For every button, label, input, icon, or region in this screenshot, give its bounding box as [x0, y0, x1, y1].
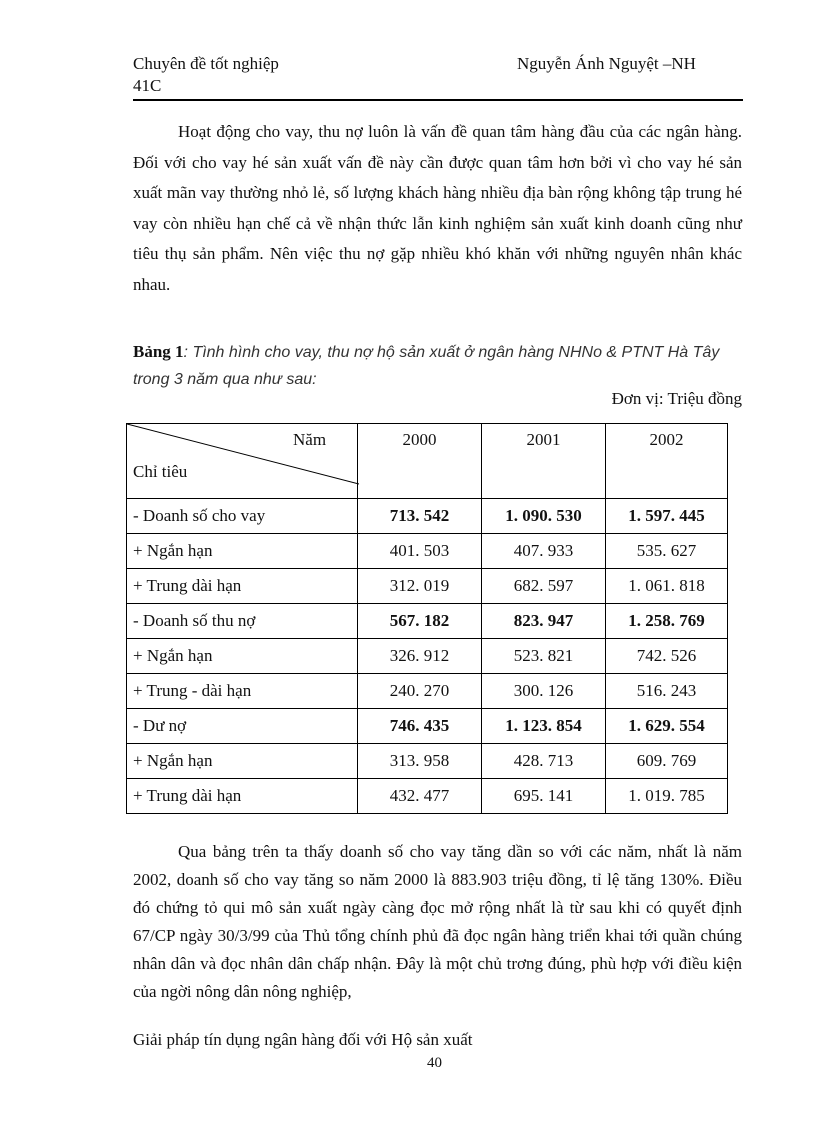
caption-text: : Tình hình cho vay, thu nợ hộ sản xuất ở ngân hàng NHNo & PTNT Hà Tây trong 3 năm qua như sau:	[133, 344, 720, 388]
row-value: 1. 258. 769	[605, 604, 727, 639]
corner-year-label: Năm	[293, 430, 327, 449]
paragraph-intro: Hoạt động cho vay, thu nợ luôn là vấn đề quan tâm hàng đầu của các ngân hàng. Đối với cho vay hé sản xuất vấn đề này cần được quan tâm hơn bởi vì cho vay hé sản xuất mãn vay thường nhỏ lẻ, số lượng khách hàng nhiều địa bàn rộng không tập trung hé vay còn nhiều hạn chế cả về nhận thức lẫn kinh nghiệm sản xuất kinh doanh cũng như tiêu thụ sản phẩm. Nên việc thu nợ gặp nhiều khó khăn với những nguyên nhân khác nhau.	[133, 122, 742, 294]
table-row	[127, 779, 728, 814]
corner-criteria-label: Chỉ tiêu	[133, 462, 188, 481]
header-author: Nguyễn Ánh Nguyệt –NH	[517, 54, 696, 73]
row-value: 682. 597	[481, 569, 605, 604]
row-value: 407. 933	[481, 534, 605, 569]
row-value: 567. 182	[357, 604, 481, 639]
row-label: + Trung dài hạn	[127, 569, 358, 604]
table-row	[127, 639, 728, 674]
row-value: 401. 503	[357, 534, 481, 569]
caption-label: Bảng 1	[133, 342, 184, 361]
table-caption	[133, 339, 743, 393]
row-value: 1. 597. 445	[605, 499, 727, 534]
table-row	[127, 674, 728, 709]
row-value: 240. 270	[357, 674, 481, 709]
row-value: 535. 627	[605, 534, 727, 569]
row-label: + Ngắn hạn	[127, 639, 358, 674]
footer-title: Giải pháp tín dụng ngân hàng đối với Hộ sản xuất	[133, 1030, 473, 1049]
table-row	[127, 744, 728, 779]
table-row	[127, 534, 728, 569]
page-number: 40	[427, 1055, 442, 1071]
table-header-row	[127, 424, 728, 499]
row-value: 313. 958	[357, 744, 481, 779]
row-label: + Ngắn hạn	[127, 534, 358, 569]
paragraph-analysis: Qua bảng trên ta thấy doanh số cho vay tăng dần so với các năm, nhất là năm 2002, doanh số cho vay tăng so năm 2000 là 883.903 triệu đồng, tỉ lệ tăng 130%. Điều đó chứng tỏ qui mô sản xuất ngày càng đọc mở rộng nhất là từ sau khi có quyết định 67/CP ngày 30/3/99 của Thủ tổng chính phủ đã đọc ngân hàng triển khai tới quần chúng nhân dân và đọc nhân dân chấp nhận. Đây là một chủ trơng đúng, phù hợp với điều kiện của ngời nông dân nông nghiệp,	[133, 842, 742, 1001]
row-value: 1. 061. 818	[605, 569, 727, 604]
header-title: Chuyên đề tốt nghiệp	[133, 54, 279, 73]
row-label: + Ngắn hạn	[127, 744, 358, 779]
year-header: 2000	[357, 424, 481, 499]
row-value: 1. 019. 785	[605, 779, 727, 814]
row-value: 516. 243	[605, 674, 727, 709]
row-value: 432. 477	[357, 779, 481, 814]
row-value: 823. 947	[481, 604, 605, 639]
loan-table	[126, 423, 728, 814]
row-label: - Dư nợ	[127, 709, 358, 744]
row-label: + Trung - dài hạn	[127, 674, 358, 709]
table-row	[127, 499, 728, 534]
row-value: 523. 821	[481, 639, 605, 674]
row-value: 713. 542	[357, 499, 481, 534]
row-value: 609. 769	[605, 744, 727, 779]
unit-label: Đơn vị: Triệu đồng	[611, 389, 742, 408]
row-label: - Doanh số thu nợ	[127, 604, 358, 639]
table-row	[127, 569, 728, 604]
table-row	[127, 709, 728, 744]
header-rule	[133, 99, 743, 101]
table-row	[127, 604, 728, 639]
row-value: 695. 141	[481, 779, 605, 814]
row-value: 428. 713	[481, 744, 605, 779]
row-value: 1. 629. 554	[605, 709, 727, 744]
row-label: + Trung dài hạn	[127, 779, 358, 814]
year-header: 2001	[481, 424, 605, 499]
row-value: 742. 526	[605, 639, 727, 674]
year-header: 2002	[605, 424, 727, 499]
corner-cell	[127, 424, 358, 499]
header-class: 41C	[133, 76, 162, 95]
row-value: 1. 090. 530	[481, 499, 605, 534]
row-value: 300. 126	[481, 674, 605, 709]
row-value: 312. 019	[357, 569, 481, 604]
row-value: 746. 435	[357, 709, 481, 744]
row-label: - Doanh số cho vay	[127, 499, 358, 534]
row-value: 326. 912	[357, 639, 481, 674]
row-value: 1. 123. 854	[481, 709, 605, 744]
header-left	[133, 53, 279, 97]
